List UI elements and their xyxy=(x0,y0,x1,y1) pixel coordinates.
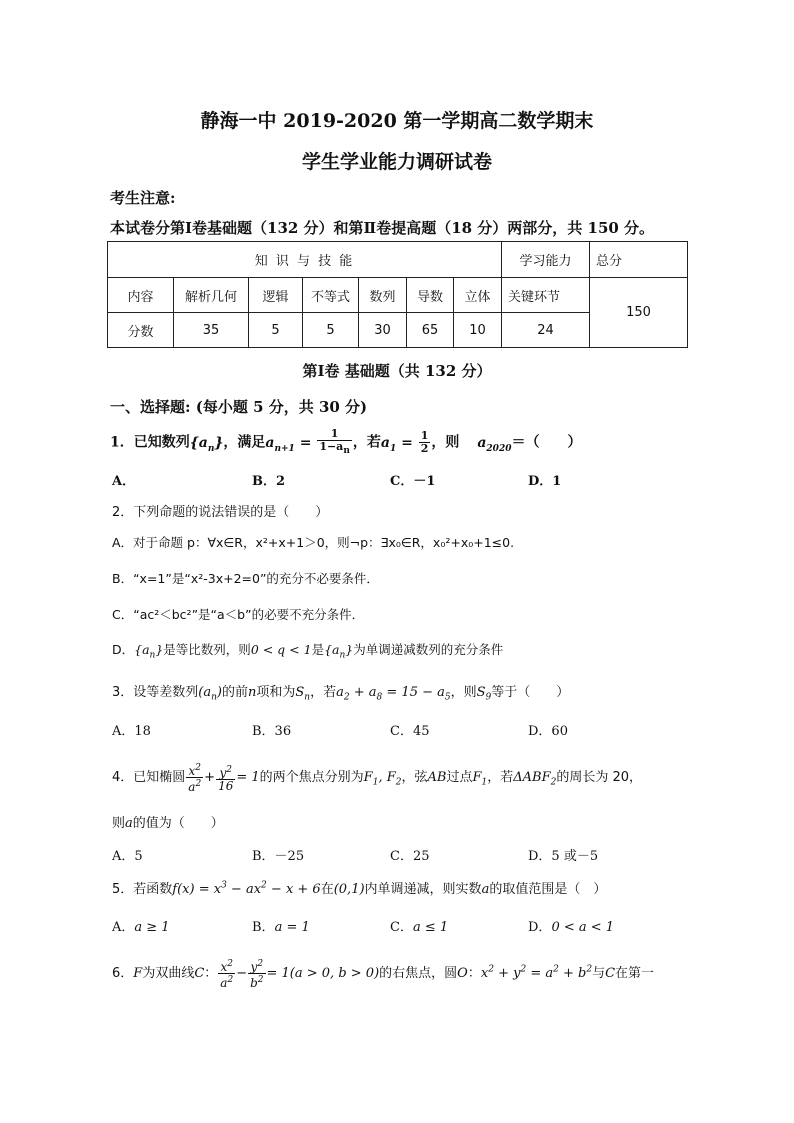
q3-option-d: D．60 xyxy=(528,724,568,739)
question-1: 1．已知数列$\{a_n\}$，满足$a_{n+1}$ = $\frac{1}{1-a_n}$ ，若$a_1$ = $\frac{1}{2}$ ，则 $a_{2020}=$（ ） xyxy=(110,427,582,457)
q2-option-b: B．“x=1”是“x²-3x+2=0”的充分不必要条件． xyxy=(112,571,379,586)
q3-option-c: C．45 xyxy=(390,724,430,739)
score-table-content-row xyxy=(108,278,688,313)
notice-label: 考生注意: xyxy=(110,189,176,207)
q4-option-a: A．5 xyxy=(112,849,143,864)
question-2-stem: 2．下列命题的说法错误的是（ ） xyxy=(112,505,329,520)
question-4: 4．已知椭圆 $\frac{x^2}{a^2}$ + $\frac{y^2}{16}$ = 1的两个焦点分别为$F_1$, $F_2$，弦AB过点$F_1$，若$\Delta ABF_2$的周长为 20， xyxy=(112,763,643,794)
col-derivative: 导数 xyxy=(407,278,454,313)
col-logic: 逻辑 xyxy=(249,278,303,313)
q5-option-c: C．a ≤ 1 xyxy=(390,920,449,935)
q5-option-a: A．a ≥ 1 xyxy=(112,920,170,935)
group-knowledge: 知 识 与 技 能 xyxy=(108,242,502,278)
q1-option-b: B．2 xyxy=(252,474,286,489)
q5-option-d: D．0 < a < 1 xyxy=(528,920,615,935)
part1-heading: 第Ⅰ卷 基础题（共 132 分） xyxy=(302,362,492,380)
exam-subtitle: 学生学业能力调研试卷 xyxy=(301,151,492,173)
row-label-score: 分数 xyxy=(108,313,174,348)
score-table-header-row xyxy=(108,242,688,278)
q2-option-a: A．对于命题 p：∀x∈R，x²+x+1＞0，则¬p：∃x₀∈R，x₀²+x₀+1≤0. xyxy=(112,535,515,550)
question-3: 3．设等差数列$(a_n)$的前n项和为$S_n$，若$a_2 + a_8 = 15 - a_5$，则$S_9$等于（ ） xyxy=(112,685,570,703)
q2-option-c: C．“ac²＜bc²”是“a＜b”的必要不充分条件． xyxy=(112,607,365,622)
q4-option-c: C．25 xyxy=(390,849,430,864)
score-sequence: 30 xyxy=(359,313,407,348)
row-label-content: 内容 xyxy=(108,278,174,313)
score-inequality: 5 xyxy=(303,313,359,348)
q3-option-a: A．18 xyxy=(112,724,151,739)
score-solid-geometry: 10 xyxy=(454,313,502,348)
question-6: 6．F为双曲线C： $\frac{x^2}{a^2}$ − $\frac{y^2}{b^2}$ = 1(a > 0, b > 0)的右焦点，圆O：$x^2 + y^2 = a^2 + b^2$与C在第一 xyxy=(112,959,655,990)
col-key-link: 关键环节 xyxy=(502,278,590,313)
score-table xyxy=(107,241,688,348)
question-5: 5．若函数$f(x) = x^3 - ax^2 - x + 6$在(0,1)内单调递减，则实数a的取值范围是（ ） xyxy=(112,880,607,897)
exam-title: 静海一中 2019-2020 第一学期高二数学期末 xyxy=(200,110,594,132)
q1-option-d: D．1 xyxy=(528,474,562,489)
notice-text: 本试卷分第Ⅰ卷基础题（132 分）和第Ⅱ卷提高题（18 分）两部分，共 150 分。 xyxy=(110,219,655,237)
score-logic: 5 xyxy=(249,313,303,348)
q1-option-a: A． xyxy=(112,474,136,489)
q1-option-c: C．－1 xyxy=(390,474,436,489)
section-heading: 一、选择题: (每小题 5 分，共 30 分) xyxy=(110,398,368,416)
col-sequence: 数列 xyxy=(359,278,407,313)
q5-option-b: B．a = 1 xyxy=(252,920,310,935)
group-ability: 学习能力 xyxy=(502,242,590,278)
group-total: 总分 xyxy=(590,242,688,278)
total-score: 150 xyxy=(590,278,688,348)
col-analytic-geometry: 解析几何 xyxy=(174,278,249,313)
q2-option-d: D．$\{a_n\}$是等比数列，则0 < q < 1是$\{a_n\}$为单调递减数列的充分条件 xyxy=(112,642,504,661)
q3-option-b: B．36 xyxy=(252,724,292,739)
score-derivative: 65 xyxy=(407,313,454,348)
col-inequality: 不等式 xyxy=(303,278,359,313)
question-4-cont: 则a的值为（ ） xyxy=(112,816,224,831)
q4-option-d: D．5 或－5 xyxy=(528,849,599,864)
col-solid-geometry: 立体 xyxy=(454,278,502,313)
score-key-link: 24 xyxy=(502,313,590,348)
score-analytic-geometry: 35 xyxy=(174,313,249,348)
q4-option-b: B．－25 xyxy=(252,849,305,864)
